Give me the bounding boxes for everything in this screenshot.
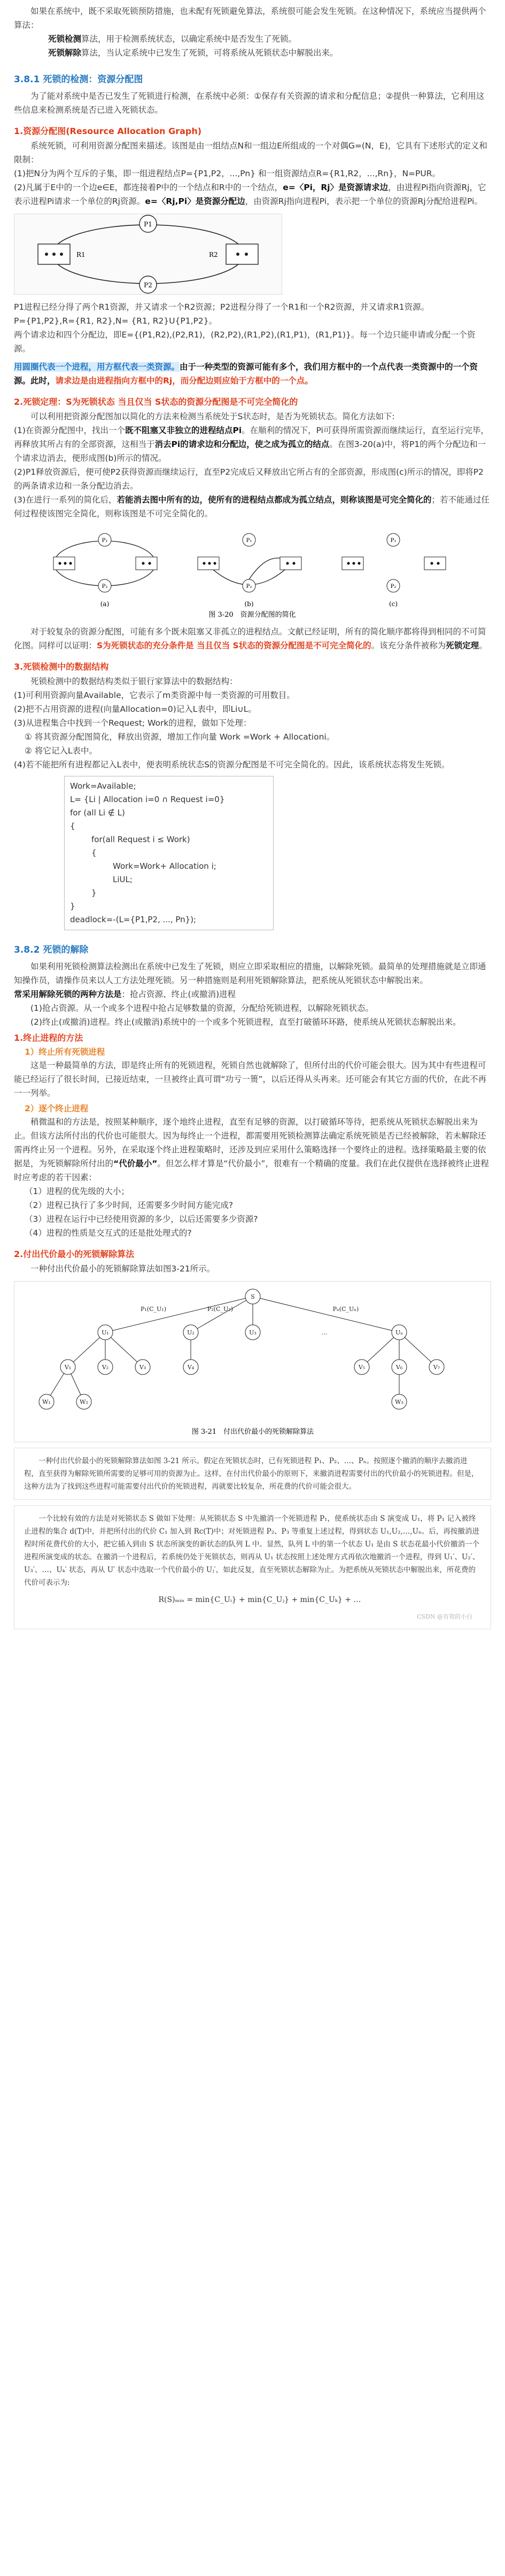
paragraph: (2)P1释放资源后，便可使P2获得资源而继续运行，直至P2完成后又释放出它所占有的全部资源，形成图(c)所示的情况，即将P2的两条请求边和一条分配边消去。 (14, 467, 484, 491)
text: 。 (479, 641, 487, 650)
paragraph (14, 987, 491, 1001)
figure-simplification (14, 526, 491, 619)
sub-a: (a) (100, 600, 110, 608)
code-line: { (70, 821, 75, 831)
node-w1: W₁ (42, 1399, 51, 1405)
assign-edge-def: e=〈Rj,Pi〉是资源分配边 (145, 197, 245, 206)
text: 由于一种类型的资源可能有多个，我们用方框中的一个点代表一类资源中的一个资源。此时， (14, 362, 478, 386)
code-line: deadlock=-(L={P1,P2, ..., Pn}); (70, 915, 197, 924)
figure-resource-allocation-graph (14, 214, 282, 295)
svg-text:P₂: P₂ (246, 584, 252, 590)
text: 。但怎么样才算是“代价最小”，很难有一个精确的度量。我们在此仅提供在选择被终止进程时应考虑的若干因素： (14, 1159, 489, 1182)
paragraph: 一种付出代价最小的死锁解除算法如图3-21所示。 (30, 1264, 215, 1274)
paragraph (14, 180, 491, 208)
text: 2.死锁定理： (14, 397, 66, 407)
detection-label: 死锁检测 (48, 34, 82, 44)
subheading-rag: 1.资源分配图(Resource Allocation Graph) (14, 126, 202, 136)
paragraph: 这是一种最简单的方法，即是终止所有的死锁进程，死锁自然也就解除了，但所付出的代价可能会很大。因为其中有些进程可能已经运行了很长时间，已接近结束，一旦被终止真可谓“功亏一篑”，以后还得从头再来。还可能会有其它方面的代价，在此不再一一列举。 (14, 1061, 487, 1098)
simplification-diagram (14, 526, 491, 619)
sub-b: (b) (244, 600, 254, 608)
node-v2: V₂ (102, 1364, 109, 1371)
text: ，由进程Pi指向资源Rj，它表示进程Pi请求一个单位的Rj资源。 (14, 183, 486, 206)
paragraph: 两个请求边和四个分配边，即E={(P1,R2),(P2,R1)，(R2,P2),(R1,P2),(R1,P1)，(R1,P1)}。每一个边只能申请或分配一个资源。 (14, 330, 476, 354)
subheading-data-structures: 3.死锁检测中的数据结构 (14, 662, 109, 672)
recovery-text: 算法，当认定系统中已发生了死锁，可将系统从死锁状态中解脱出来。 (81, 48, 338, 58)
code-line: } (91, 888, 97, 898)
paragraph: (2)终止(或撤消)进程。终止(或撤消)系统中的一个或多个死锁进程，直至打破循环环路，使系统从死锁状态解脱出来。 (30, 1017, 461, 1027)
sub-c: (c) (389, 600, 398, 608)
resource-node-r2 (226, 244, 258, 264)
list-item: （4）进程的性质是交互式的还是批处理式的? (25, 1228, 192, 1238)
text: 用圆圈代表一个进程，用方框代表一类资源。 (14, 362, 180, 372)
code-line: for(all Request i ≤ Work) (91, 835, 190, 844)
list-item: （2）进程已执行了多少时间，还需要多少时间方能完成? (25, 1200, 234, 1210)
paragraph (14, 1115, 491, 1184)
node-v4: V₄ (187, 1364, 195, 1371)
text: “代价最小” (113, 1159, 158, 1168)
fig3-caption: 图 3-21 付出代价最小的死锁解除算法 (191, 1428, 314, 1436)
fig2-caption: 图 3-20 资源分配图的简化 (208, 611, 296, 619)
code-line: L= {Li | Allocation i=0 ∩ Request i=0} (70, 795, 225, 804)
paragraph (14, 423, 491, 465)
svg-text:P₁: P₁ (246, 538, 252, 544)
text: (3)在进行一系列的简化后， (14, 495, 117, 505)
code-block (64, 776, 274, 930)
paragraph: (4)若不能把所有进程都记入L表中，便表明系统状态S的资源分配图是不可完全简化的。因此，该系统状态将发生死锁。 (14, 760, 450, 769)
watermark: CSDN @有效的小白 (417, 1613, 472, 1620)
paragraph: (1)把N分为两个互斥的子集，即一组进程结点P={P1,P2，...,Pn} 和一组资源结点R={R1,R2，...,Rn}，N=PUR。 (14, 169, 441, 178)
text: S为死锁状态 当且仅当 S状态的资源分配图是不可完全简化的 (66, 397, 298, 407)
text: 。在顺利的情况下，Pi可获得所需资源而继续运行，直至运行完毕，再释放其所占有的全部资源，这相当于 (14, 426, 489, 449)
paragraph (14, 625, 491, 653)
text: S为死锁状态的充分条件是 当且仅当 S状态的资源分配图是不可完全简化的 (97, 641, 371, 650)
section-heading-382: 3.8.2 死锁的解除 (14, 945, 89, 955)
rag-diagram (14, 214, 282, 294)
paragraph: 系统死锁，可利用资源分配图来描述。该图是由一组结点N和一组边E所组成的一个对偶G=(N，E)，它具有下述形式的定义和限制： (14, 141, 487, 164)
code-line: { (91, 848, 97, 858)
svg-text:P₁: P₁ (102, 538, 108, 544)
text: (1)在资源分配图中，找出一个 (14, 426, 125, 435)
paragraph (14, 493, 491, 521)
text: 。在图3-20(a)中，将P1的两个分配边和一个请求边消去，便形成图(b)所示的情况。 (14, 439, 486, 463)
text: ，由资源Rj指向进程Pi，表示把一个单位的资源Rj分配给进程Pi。 (245, 197, 483, 206)
text: 对于较复杂的资源分配图，可能有多个既未阻塞又非孤立的进程结点。文献已经证明，所有的简化顺序都将得到相同的不可简化图。同样可以证明： (14, 627, 486, 650)
node-ellipsis: … (321, 1329, 328, 1336)
text: 请求边是由进程指向方框中的Rj，而分配边则应始于方框中的一个点。 (55, 376, 313, 386)
figure-min-cost-tree (14, 1281, 491, 1442)
intro-paragraph: 如果在系统中，既不采取死锁预防措施，也未配有死锁避免算法，系统很可能会发生死锁。在这种情况下，系统应当提供两个算法： (14, 6, 486, 30)
paragraph: ① 将其资源分配图简化，释放出资源，增加工作向量 Work =Work + Allocationi。 (25, 732, 335, 742)
node-u2: U₂ (187, 1329, 195, 1336)
section-heading-381: 3.8.1 死锁的检测：资源分配图 (14, 74, 143, 85)
node-w2: W₂ (80, 1399, 88, 1405)
list-item: （3）进程在运行中已经使用资源的多少，以后还需要多少资源? (25, 1214, 258, 1224)
paragraph: (2)把不占用资源的进程(向量Allocation=0)记入L表中，即Li∪L。 (14, 704, 257, 714)
text: 消去Pi的请求边和分配边，使之成为孤立的结点 (154, 439, 330, 449)
text: (2)凡属于E中的一个边e∈E，都连接着P中的一个结点和R中的一个结点， (14, 183, 283, 192)
cost-2: P₂(C_U₂) (207, 1306, 233, 1313)
text: 若能消去图中所有的边，使所有的进程结点都成为孤立结点，则称该图是可完全简化的 (116, 495, 432, 505)
paragraph: 为了能对系统中是否已发生了死锁进行检测，在系统中必须：①保存有关资源的请求和分配信息；②提供一种算法，它利用这些信息来检测系统是否已进入死锁状态。 (14, 91, 485, 115)
node-un: Uₙ (395, 1329, 403, 1336)
code-line: LiUL; (113, 875, 133, 884)
text: 死锁定理 (446, 641, 479, 650)
cost-1: P₁(C_U₁) (141, 1306, 166, 1313)
label-r1: R1 (76, 251, 86, 258)
node-u3: U₃ (249, 1329, 257, 1336)
list-item: （1）进程的优先级的大小； (25, 1187, 129, 1196)
paragraph: (1)可利用资源向量Available，它表示了m类资源中每一类资源的可用数目。 (14, 690, 295, 700)
label-p1: P1 (144, 221, 152, 228)
subheading-terminate-all: 1）终止所有死锁进程 (25, 1047, 105, 1057)
node-v6: V₆ (395, 1364, 403, 1371)
node-s: S (251, 1293, 255, 1300)
text: ；若不能通过任何过程使该图完全简化，则称该图是不可完全简化的。 (14, 495, 490, 519)
code-line: } (70, 901, 75, 911)
paragraph: P={P1,P2},R={R1, R2},N= {R1, R2}U{P1,P2}。 (14, 316, 217, 326)
highlight-paragraph (14, 360, 491, 388)
min-cost-formula: R(S)ₘᵢₙ = min{C_Uᵢ} + min{C_Uⱼ} + min{C_Uₖ} + … (158, 1596, 361, 1604)
node-v3: V₃ (139, 1364, 146, 1371)
code-line: for (all Li ∉ L) (70, 808, 125, 818)
paragraph: 死锁检测中的数据结构类似于银行家算法中的数据结构： (30, 677, 238, 686)
node-v7: V₇ (433, 1364, 440, 1371)
text: 。该充分条件被称为 (371, 641, 446, 650)
svg-text:P₂: P₂ (390, 584, 397, 590)
cost-n: Pₙ(C_Uₙ) (332, 1306, 359, 1313)
paragraph: P1进程已经分得了两个R1资源，并又请求一个R2资源；P2进程分得了一个R1和一个R2资源，并又请求R1资源。 (14, 302, 430, 312)
node-v5: V₅ (358, 1364, 366, 1371)
paragraph: ② 将它记入L表中。 (25, 746, 97, 756)
label-r2: R2 (209, 251, 218, 258)
book-excerpt-2 (14, 1505, 491, 1629)
text: 常采用解除死锁的两种方法是 (14, 989, 122, 999)
node-w3: W₃ (395, 1399, 403, 1405)
paragraph: (3)从进程集合中找到一个Request; Work的进程，做如下处理： (14, 718, 252, 728)
code-line: Work=Available; (70, 781, 136, 791)
svg-text:P₂: P₂ (102, 584, 108, 590)
subheading-terminate-one: 2）逐个终止进程 (25, 1104, 89, 1113)
tree-diagram (14, 1282, 492, 1442)
request-edge-def: e=〈Pi，Rj〉是资源请求边 (283, 183, 389, 192)
book-excerpt-1: 一种付出代价最小的死锁解除算法如图 3-21 所示。假定在死锁状态时，已有死锁进程 P₁、P₂、…、Pₙ。按照逐个撤消的顺序去撤消进程，直至获得为解除死锁所需要的足够可用的资源为止。这样，在付出代价最小的原则下，来撤消进程需要付出的代价最小的死锁进程。但是，这种方法为了找到这些进程可能需要付出代价的死锁进程，再就要比较复杂，所花费的代价可能会很大。 (14, 1448, 491, 1500)
subheading-terminate: 1.终止进程的方法 (14, 1033, 83, 1043)
paragraph: 如果利用死锁检测算法检测出在系统中已发生了死锁，则应立即采取相应的措施，以解除死锁。最简单的处理措施就是立即通知操作员，请操作员来以人工方法处理死锁。另一种措施则是利用死锁解除算法，把系统从死锁状态中解脱出来。 (14, 962, 486, 985)
text: ：抢占资源、终止(或撤消)进程 (121, 989, 236, 999)
factor-list (25, 1184, 491, 1240)
subheading-theorem (14, 395, 491, 407)
detection-line (14, 32, 491, 46)
node-u1: U₁ (102, 1329, 109, 1336)
text: 既不阻塞又非独立的进程结点Pi (125, 426, 242, 435)
svg-text:P₁: P₁ (390, 538, 397, 544)
excerpt-text: 一个比较有效的方法是对死锁状态 S 做如下处理：从死锁状态 S 中先撤消一个死锁进程 P₁，使系统状态由 S 演变成 U₁，将 P₁ 记入被终止进程的集合 d(T)中，并把所付出的代价 C₁ 加入到 Rc(T)中；对死锁进程 P₂、P₃ 等重复上述过程，得到状态 U₁,U₂,…,Uₙ。后，再按撤消进程时所花费代价的大小，把它插入到由 S 状态所演变的新状态的队列 L 中。显然，队列 L 中的第一个状态 U₁ 是由 S 状态花最小代价撤消一个进程所演变成的状态。在撤消一个进程后，若系统仍处于死锁状态，则再从 U₁ 状态按照上述处理方式再依次地撤消一个进程，得到 U₁′、U₂′、U₃′、…、Uₖ′ 状态，再从 U′ 状态中选取一个代价最小的 Uⱼ′，如此反复，直至死锁状态解除为止。为把系统从死锁状态中解脱出来，所花费的代价可表示为: (24, 1514, 480, 1587)
recovery-line (14, 46, 491, 60)
subheading-min-cost: 2.付出代价最小的死锁解除算法 (14, 1249, 135, 1259)
recovery-label: 死锁解除 (48, 48, 82, 58)
node-v1: V₁ (64, 1364, 72, 1371)
code-line: Work=Work+ Allocation i; (113, 861, 216, 871)
paragraph: (1)抢占资源。从一个或多个进程中抢占足够数量的资源，分配给死锁进程，以解除死锁状态。 (30, 1003, 374, 1013)
paragraph: 可以利用把资源分配图加以简化的方法来检测当系统处于S状态时，是否为死锁状态。简化方法如下: (30, 412, 395, 421)
label-p2: P2 (144, 281, 152, 289)
detection-text: 算法，用于检测系统状态，以确定系统中是否发生了死锁。 (81, 34, 297, 44)
text: 稍微温和的方法是，按照某种顺序，逐个地终止进程，直至有足够的资源，以打破循环等待，把系统从死锁状态解脱出来为止。但该方法所付出的代价也可能很大。因为每终止一个进程，都需要用死锁检测算法确定系统死锁是否已经被解除，若未解除还需再终止另一个进程。另外，在采取逐个终止进程策略时，还涉及到应采用什么策略选择一个要终止的进程。选择策略最主要的依据是，为死锁解除所付出的 (14, 1117, 486, 1168)
